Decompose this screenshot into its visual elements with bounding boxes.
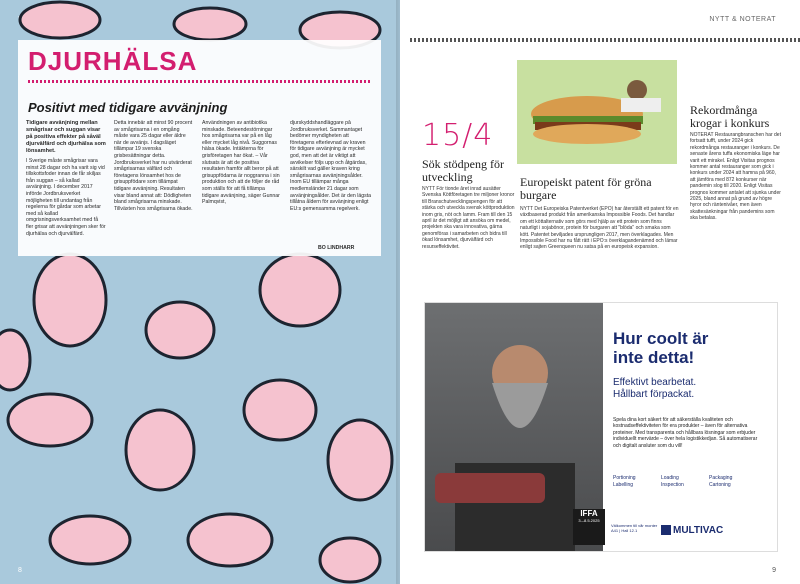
byline: BO LINDHARR [318,245,355,251]
right-page [400,0,800,584]
feature-item: Inspection [661,482,684,488]
page-number-left: 8 [18,567,22,574]
date-number: 15/4 [422,118,494,153]
article-column-2: Detta innebär att minst 90 procent av smågrisarna i en omgång måste vara 25 dagar eller äldre när de avvänjs. I dagsläget tillämpar 19 svenska grisbesättningar detta. Jordbruksverket har nu utvärderat smågrisarnas välfärd och företagens lönsamhet hos de grisuppfödare som tillämpat tidigare avvänjning. Resultaten visar bland annat att: Dödligheten bland smågrisarna minskade. Tillväxten hos smågrisarna ökade. [114,120,193,212]
title-divider [28,80,371,83]
section-label-right: NYTT & NOTERAT [709,16,776,23]
ad-body-text: Spela dina kort säkert för att säkerställa kvaliteten och kostnadseffektiviteten för era produkter – även för alternativa proteiner. Med transparenta och hållbara lösningar som erbjuder individuellt mervärde – över hela logistikkedjan. Så automatiserar och digitalt ansluter som du vill! [613,417,758,449]
iffa-date: 3.–8.5.2025 [578,518,600,523]
feature-item: Loading [661,475,679,481]
multivac-advertisement[interactable] [424,302,778,552]
page-title: DJURHÄLSA [28,46,198,76]
iffa-label: IFFA [580,509,598,518]
article-column-1 [26,120,106,250]
feature-item: Packaging [709,475,733,481]
burger-icon [517,60,677,164]
news-headline-3: Rekordmånga krogar i konkurs [690,103,770,130]
feature-item: Cartoning [709,482,731,488]
news-text-3: NOTERAT Restaurangbranschen har det fortsatt tufft, under 2024 gick rekordmånga restauranger i konkurs. De senaste årens tuffa ekonomiska läge har varit ett mirakel. Enligt Visitas prognos kommer antal restauranger som gick i konkurs under 2024 att hamna på 960, att jämföra med 872 konkurser när pandemin slog till 2020. Enligt Visitas prognos kommer antalet att sjunka under 2025, bland annat på grund av högre hyror och räntenivåer, men även skattesänkningar från pandemins som ska betalas. [690,132,781,222]
article-lead: Tidigare avvänjning mellan smågrisar och suggan visar på positiva effekter på såväl djurvälfärd och djurhälsa som lönsamhet. [26,120,106,154]
news-headline-1: Sök stödpeng för utveckling [422,157,504,184]
article-column-3: Användningen av antibiotika minskade. Beteendestörningar hos smågrisarna var på en låg eller mycket låg nivå. Suggornas hälsa ökade. Intäkterna för grisföretagen har ökat. – Vår slutsats är att de positiva resultaten framför allt beror på att grisuppfödarna är noggranna i sin produktion och att de följer de råd som ställs för att få tillämpa tidigare avvänjning, säger Gunnar Palmqvist, [202,120,280,206]
brand-name: MULTIVAC [673,525,724,536]
ad-sub-line-1: Effektivt bearbetat. [613,377,697,388]
ad-sub-line-2: Hållbart förpackat. [613,389,695,400]
page-number-right: 9 [772,567,776,574]
article-column-4: djurskyddshandläggare på Jordbruksverket. Sammantaget bedömer myndigheten att företagens efterlevnad av kraven för tidigare avvänjning är mycket god, men att det är viktigt att avvikelser följs upp och åtgärdas, särskilt vad gäller kraven kring smågrisarnas avvänjningsålder. Inom EU tillämpar många medlemsländer 21 dagar som avvänjningsålder. Det är den lägsta tillåtna åldern för avvänjning enligt EU:s gemensamma regelverk. [290,120,372,212]
article-headline: Positivt med tidigare avvänjning [28,100,228,115]
news-headline-2: Europeiskt patent för gröna burgare [520,175,652,202]
header-stripe [410,38,800,42]
ad-subheadline [613,377,696,401]
burger-illustration [517,60,677,164]
iffa-logo [573,509,605,545]
multivac-logo-icon [661,525,671,535]
news-text-1: NYTT För tionde året inrad ausätter Svenska Köttföretagen tre miljoner kronor till Branschutvecklingspengen för att stärka och utveckla svensk köttproduktion inom gris, nöt och lamm. Fram till den 15 april är det möjligt att ansöka om medel, projekten ska vara innovativa, gärna genomföras i samarbeten och bidra till ökad lönsamhet, djurvälfärd och resurseffektivitet. [422,186,515,250]
iffa-booth-text: Välkommen till vår monter A41 | Hall 12.1 [611,523,658,533]
feature-item: Portioning [613,475,636,481]
ad-feature-list [613,475,765,489]
ad-headline-line-1: Hur coolt är [613,329,709,348]
article-box [18,40,381,256]
article-text-1: I Sverige måste smågrisar vara minst 28 dagar och ha varit sig vid tillskottsfoder innan de får skiljas från suggan – så kallad avvänjning. I december 2017 införde Jordbruksverket möjligheten till undantag från regelerna för gårdar som arbetar med så kallad omgrisningsverksamhet med få fler grisar att avvänjningen sker för djurhälsa och djurvälfärd. [26,158,106,237]
news-text-2: NYTT Det Europeiska Patentverket (EPO) har återställt ett patent för en växtbaserad produkt från amerikanska Impossible Foods. Det handlar om ett köttalternativ som görs med hjälp av ett protein som finns naturligt i sojabönor, protein för burgaren att "blöda" och smaka som kött. Patentet beviljades ursprungligen 2017, men överklagades. Men Impossible Food har nu fått rätt i EPO:s överklagandenämnd och lämar enligt sajten Greenqueen nu satsa på en europeisk expansion. [520,206,679,251]
ad-headline [613,329,708,367]
ad-headline-line-2: inte detta! [613,348,695,367]
feature-item: Labelling [613,482,634,488]
